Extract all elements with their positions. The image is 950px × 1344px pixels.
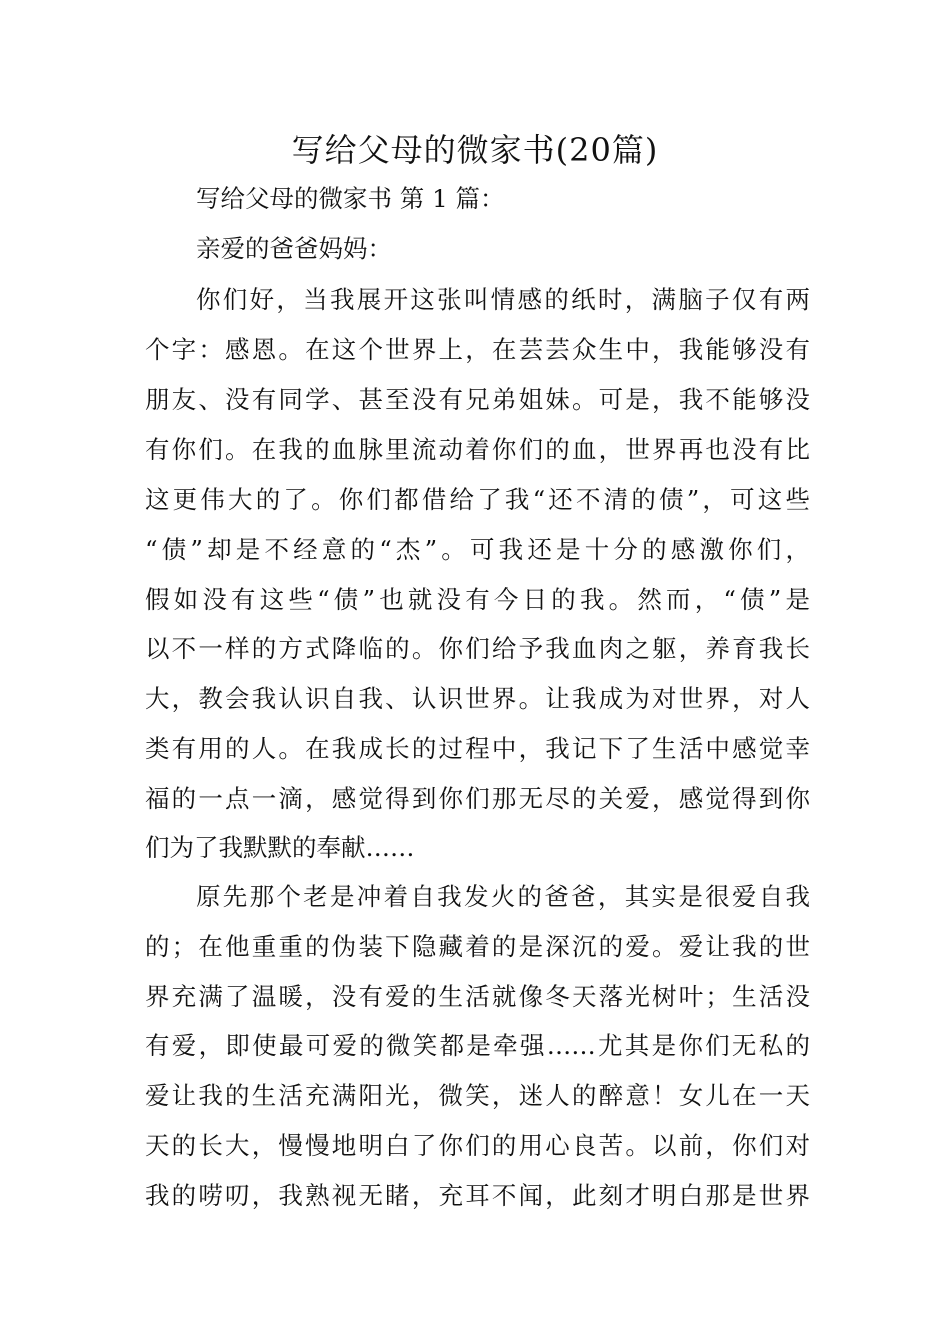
paragraph-line: 天的长大，慢慢地明白了你们的用心良苦。以前，你们对 [145, 1131, 810, 1160]
section-heading: 写给父母的微家书 第 1 篇： [196, 184, 505, 213]
document-title: 写给父母的微家书(20篇) [291, 131, 659, 169]
paragraph-line: “债”却是不经意的“杰”。可我还是十分的感激你们， [145, 535, 810, 564]
paragraph-line: 这更伟大的了。你们都借给了我“还不清的债”，可这些 [145, 485, 810, 514]
paragraph-line: 假如没有这些“债”也就没有今日的我。然而，“债”是 [145, 585, 810, 614]
paragraph-line: 福的一点一滴，感觉得到你们那无尽的关爱，感觉得到你 [145, 784, 810, 813]
paragraph-line: 原先那个老是冲着自我发火的爸爸，其实是很爱自我 [196, 882, 810, 911]
paragraph-line: 朋友、没有同学、甚至没有兄弟姐妹。可是，我不能够没 [145, 385, 810, 414]
paragraph-line: 有爱，即使最可爱的微笑都是牵强……尤其是你们无私的 [145, 1031, 810, 1060]
paragraph-line: 类有用的人。在我成长的过程中，我记下了生活中感觉幸 [145, 734, 810, 763]
paragraph-line: 爱让我的生活充满阳光，微笑，迷人的醉意！女儿在一天 [145, 1081, 810, 1110]
paragraph-line: 们为了我默默的奉献…… [145, 833, 415, 862]
paragraph-line: 我的唠叨，我熟视无睹，充耳不闻，此刻才明白那是世界 [145, 1181, 810, 1210]
paragraph-line: 的；在他重重的伪装下隐藏着的是深沉的爱。爱让我的世 [145, 932, 810, 961]
paragraph-line: 有你们。在我的血脉里流动着你们的血，世界再也没有比 [145, 435, 810, 464]
paragraph-line: 以不一样的方式降临的。你们给予我血肉之躯，养育我长 [145, 634, 810, 663]
paragraph-line: 界充满了温暖，没有爱的生活就像冬天落光树叶；生活没 [145, 982, 810, 1011]
paragraph-line: 你们好，当我展开这张叫情感的纸时，满脑子仅有两 [196, 285, 810, 314]
paragraph-line: 个字：感恩。在这个世界上，在芸芸众生中，我能够没有 [145, 335, 810, 364]
paragraph-line: 大，教会我认识自我、认识世界。让我成为对世界，对人 [145, 684, 810, 713]
salutation: 亲爱的爸爸妈妈： [196, 234, 392, 263]
